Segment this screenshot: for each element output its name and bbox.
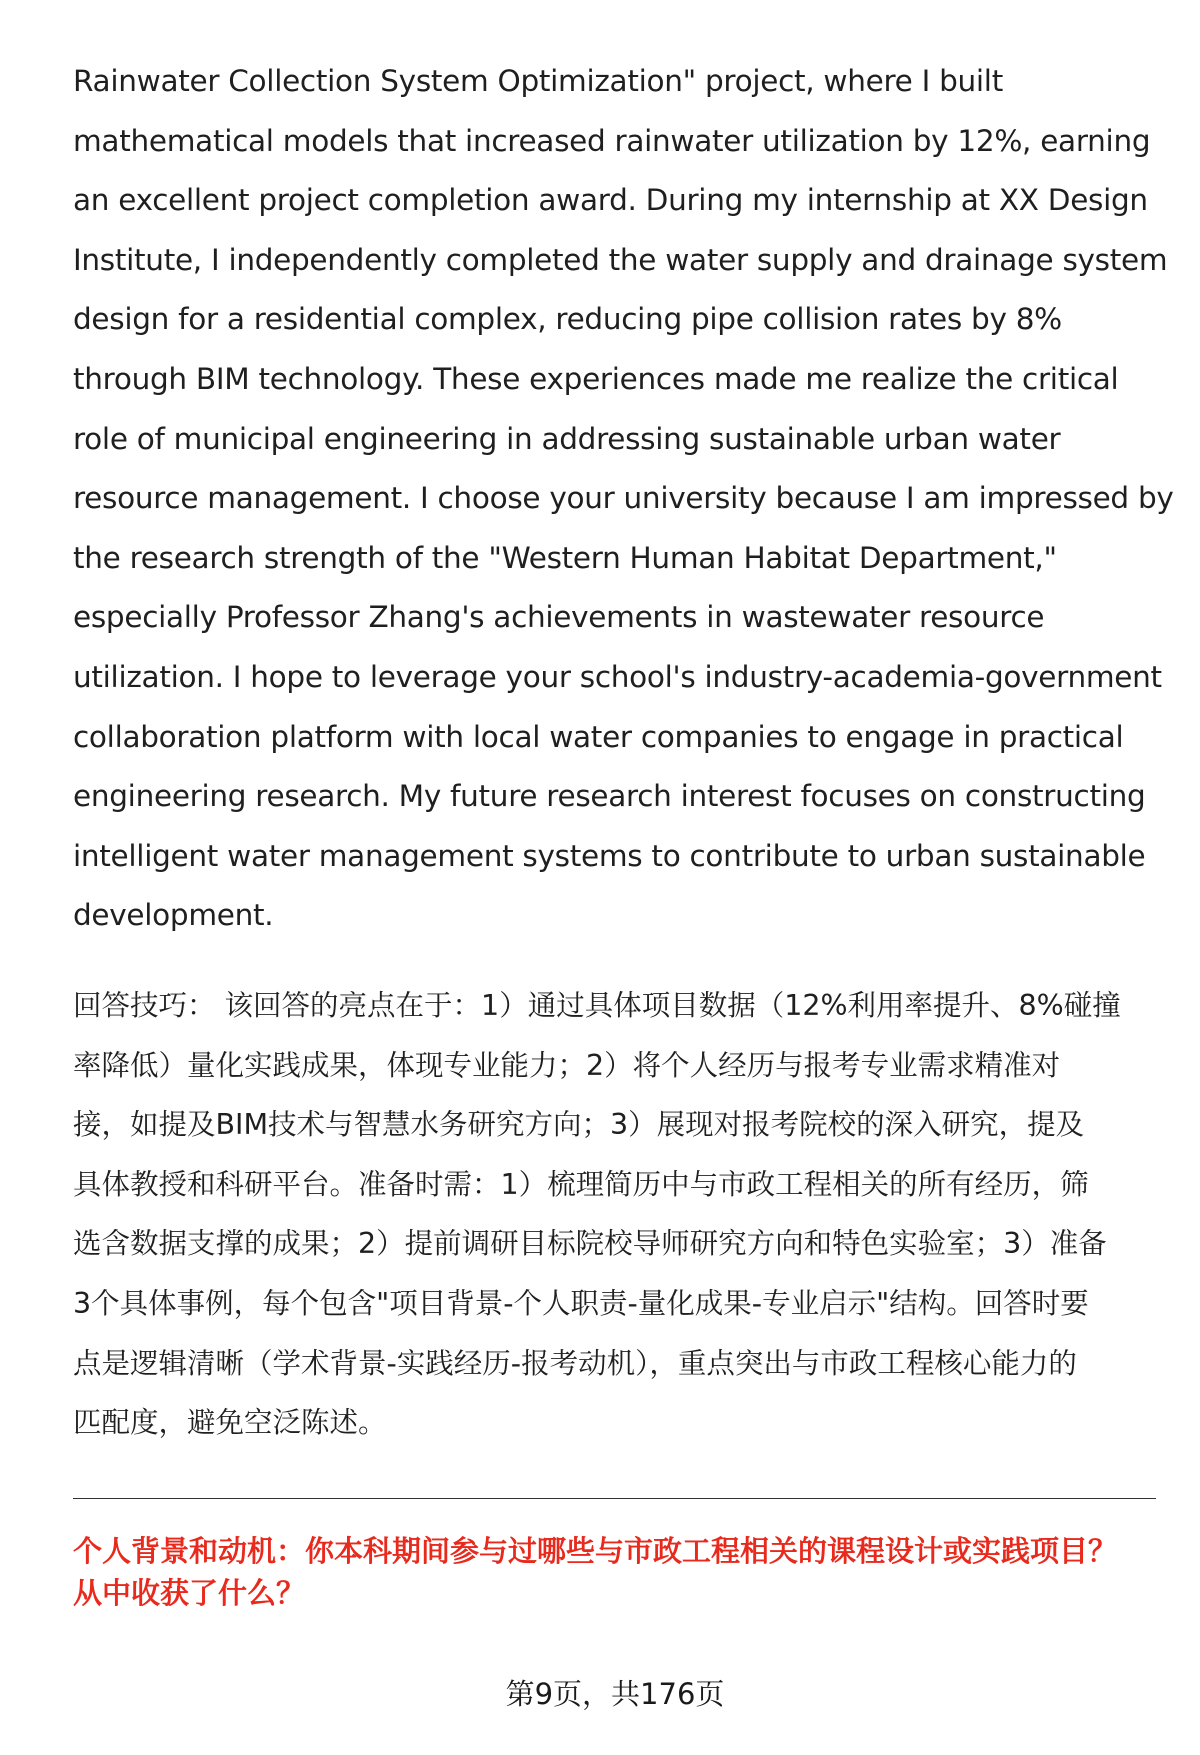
paragraph-line: Rainwater Collection System Optimization" project, where I built [73,64,1003,98]
answer-english-paragraph [73,52,1174,946]
paragraph-line: mathematical models that increased rainwater utilization by 12%, earning [73,123,1151,158]
paragraph-line: 接，如提及BIM技术与智慧水务研究方向；3）展现对报考院校的深入研究，提及 [73,1108,1085,1142]
paragraph-line: intelligent water management systems to contribute to urban sustainable [73,838,1146,873]
paragraph-line: especially Professor Zhang's achievements in wastewater resource [73,600,1045,635]
paragraph-line: 回答技巧： 该回答的亮点在于：1）通过具体项目数据（12%利用率提升、8%碰撞 [73,989,1121,1022]
paragraph-line: 匹配度，避免空泛陈述。 [73,1406,387,1440]
paragraph-line: 点是逻辑清晰（学术背景-实践经历-报考动机），重点突出与市政工程核心能力的 [73,1346,1077,1380]
paragraph-line: through BIM technology. These experiences made me realize the critical [73,361,1119,396]
paragraph-line: collaboration platform with local water companies to engage in practical [73,719,1124,754]
paragraph-line: engineering research. My future research interest focuses on constructing [73,779,1146,814]
paragraph-line: utilization. I hope to leverage your school's industry-academia-government [73,659,1162,694]
paragraph-line: development. [73,898,274,933]
page-number: 第9页，共176页 [505,1677,725,1711]
question-heading [73,1530,1163,1614]
paragraph-line: the research strength of the "Western Human Habitat Department," [73,540,1057,575]
paragraph-line: resource management. I choose your university because I am impressed by [73,481,1174,516]
paragraph-line: 率降低）量化实践成果，体现专业能力；2）将个人经历与报考专业需求精准对 [73,1048,1061,1082]
paragraph-line: an excellent project completion award. During my internship at XX Design [73,183,1148,218]
paragraph-line: 具体教授和科研平台。准备时需：1）梳理简历中与市政工程相关的所有经历，筛 [73,1167,1089,1201]
paragraph-line: role of municipal engineering in addressing sustainable urban water [73,421,1061,456]
paragraph-line: Institute, I independently completed the water supply and drainage system [73,242,1168,277]
paragraph-line: 3个具体事例，每个包含"项目背景-个人职责-量化成果-专业启示"结构。回答时要 [73,1286,1089,1320]
question-line: 个人背景和动机：你本科期间参与过哪些与市政工程相关的课程设计或实践项目？ [73,1534,1118,1568]
section-divider [73,1498,1156,1499]
paragraph-line: design for a residential complex, reducing pipe collision rates by 8% [73,302,1062,337]
answer-tips-paragraph [73,976,1163,1453]
paragraph-line: 选含数据支撑的成果；2）提前调研目标院校导师研究方向和特色实验室；3）准备 [73,1227,1107,1261]
question-line: 从中收获了什么？ [73,1576,306,1610]
